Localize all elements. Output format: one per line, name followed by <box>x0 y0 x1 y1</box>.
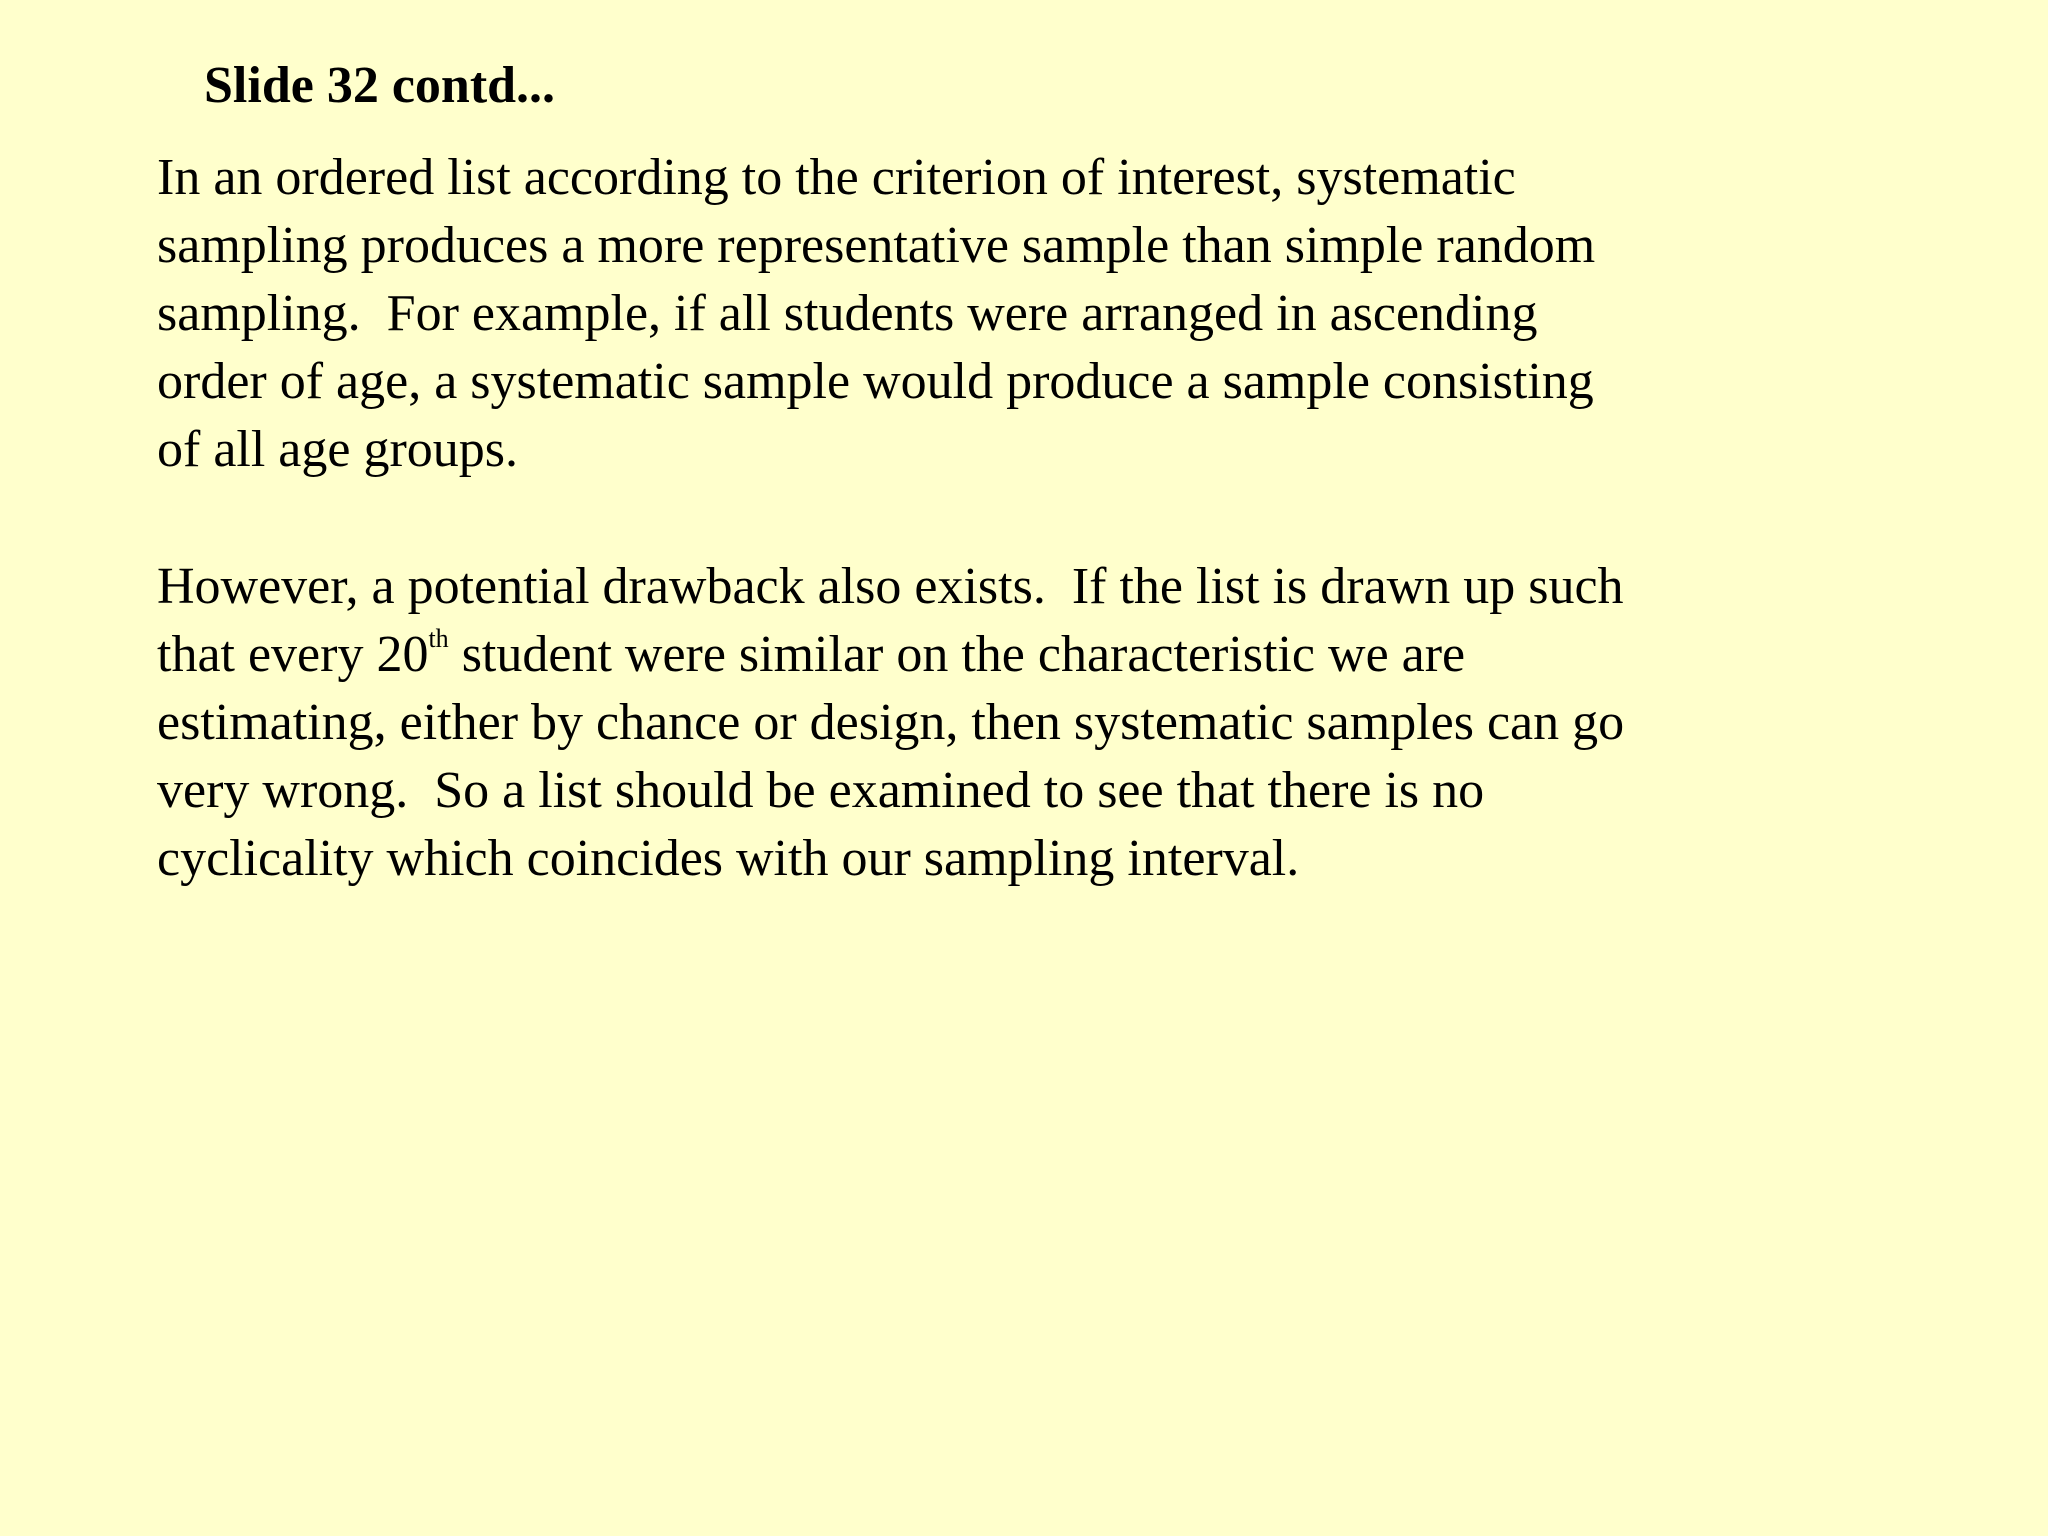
paragraph-line: very wrong. So a list should be examined to see that there is no <box>157 762 1485 819</box>
paragraph-line: estimating, either by chance or design, then systematic samples can go <box>157 694 1625 751</box>
slide-title: Slide 32 contd... <box>204 57 556 114</box>
paragraph-line-with-superscript <box>157 621 1624 689</box>
paragraph-line: cyclicality which coincides with our sampling interval. <box>157 830 1300 887</box>
paragraph-line: However, a potential drawback also exists. If the list is drawn up such <box>157 558 1624 615</box>
paragraph-line: order of age, a systematic sample would produce a sample consisting <box>157 353 1594 410</box>
paragraph-systematic-sampling-advantage <box>157 144 1595 484</box>
paragraph-line: of all age groups. <box>157 421 519 478</box>
paragraph-line: sampling. For example, if all students were arranged in ascending <box>157 285 1538 342</box>
ordinal-superscript: th <box>428 623 449 653</box>
paragraph-line: sampling produces a more representative sample than simple random <box>157 217 1596 274</box>
paragraph-systematic-sampling-drawback <box>157 553 1624 893</box>
line-text-before-superscript: that every 20 <box>157 626 429 683</box>
paragraph-line: In an ordered list according to the criterion of interest, systematic <box>157 149 1516 206</box>
line-text-after-superscript: student were similar on the characteristic we are <box>448 626 1466 683</box>
